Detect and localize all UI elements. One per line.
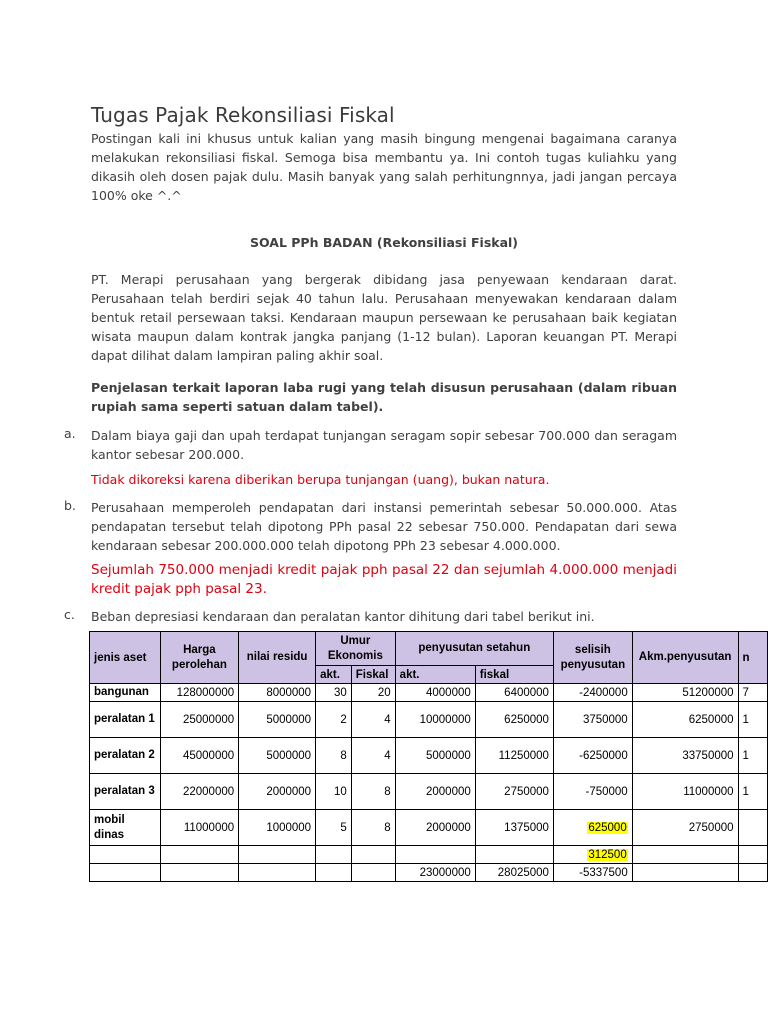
cell-umur-akt: 8 — [316, 738, 352, 774]
cell-empty — [632, 846, 738, 864]
cell-empty — [239, 864, 316, 882]
cell-empty — [475, 846, 553, 864]
cell-selisih: 3750000 — [553, 702, 632, 738]
cell-peny-akt: 4000000 — [395, 684, 475, 702]
table-row — [90, 774, 768, 810]
header-harga-perolehan: Harga perolehan — [160, 632, 238, 684]
cell-umur-akt: 10 — [316, 774, 352, 810]
cell-empty — [239, 846, 316, 864]
explanation-heading: Penjelasan terkait laporan laba rugi yang telah disusun perusahaan (dalam ribuan rupiah sama seperti satuan dalam tabel). — [91, 380, 677, 414]
table-row — [90, 702, 768, 738]
cell-empty — [160, 846, 238, 864]
total-peny-akt: 23000000 — [395, 864, 475, 882]
table-row — [90, 738, 768, 774]
item-b-letter: b. — [64, 498, 76, 513]
cell-harga: 45000000 — [160, 738, 238, 774]
cell-empty — [316, 864, 352, 882]
header-nilai-residu: nilai residu — [239, 632, 316, 684]
table-row — [90, 810, 768, 846]
cell-empty — [395, 846, 475, 864]
cell-residu: 8000000 — [239, 684, 316, 702]
company-paragraph: PT. Merapi perusahaan yang bergerak dibidang jasa penyewaan kendaraan darat. Perusahaan telah berdiri sejak 40 tahun lalu. Perusahaan menyewakan kendaraan dalam bentuk retail persewaan taksi. Kendaraan maupun persewaan ke perusahaan baik kegiatan wisata maupun dalam kontrak jangka panjang (1-12 bulan). Laporan keuangan PT. Merapi dapat dilihat dalam lampiran paling akhir soal. — [91, 272, 677, 363]
cell-harga: 25000000 — [160, 702, 238, 738]
section-heading: SOAL PPh BADAN (Rekonsiliasi Fiskal) — [249, 235, 519, 250]
cell-aset: peralatan 1 — [90, 702, 161, 738]
table-row-total — [90, 864, 768, 882]
cell-residu: 5000000 — [239, 738, 316, 774]
cell-empty — [316, 846, 352, 864]
cell-empty — [160, 864, 238, 882]
total-selisih: -5337500 — [553, 864, 632, 882]
cell-peny-fiskal: 11250000 — [475, 738, 553, 774]
page-title: Tugas Pajak Rekonsiliasi Fiskal — [91, 103, 395, 127]
cell-peny-fiskal: 6400000 — [475, 684, 553, 702]
cell-peny-akt: 5000000 — [395, 738, 475, 774]
cell-peny-akt: 2000000 — [395, 774, 475, 810]
header-umur-fiskal: Fiskal — [351, 666, 395, 684]
cell-selisih: -2400000 — [553, 684, 632, 702]
cell-akm: 6250000 — [632, 702, 738, 738]
cell-selisih: -750000 — [553, 774, 632, 810]
header-umur-ekonomis: Umur Ekonomis — [316, 632, 396, 666]
cell-harga: 128000000 — [160, 684, 238, 702]
header-selisih-penyusutan: selisih penyusutan — [553, 632, 632, 684]
cell-empty — [90, 846, 161, 864]
intro-paragraph: Postingan kali ini khusus untuk kalian yang masih bingung mengenai bagaimana caranya melakukan rekonsiliasi fiskal. Semoga bisa membantu ya. Ini contoh tugas kuliahku yang dikasih oleh dosen pajak dulu. Masih banyak yang salah perhitungnnya, jadi jangan percaya 100% oke ^.^ — [91, 131, 677, 203]
highlight-extra-selisih: 312500 — [588, 848, 627, 861]
cell-peny-akt: 2000000 — [395, 810, 475, 846]
header-penyusutan-fiskal: fiskal — [475, 666, 553, 684]
header-penyusutan-setahun: penyusutan setahun — [395, 632, 553, 666]
cell-umur-fiskal: 8 — [351, 774, 395, 810]
cell-aset: peralatan 3 — [90, 774, 161, 810]
table-row — [90, 684, 768, 702]
cell-empty — [90, 864, 161, 882]
cell-peny-akt: 10000000 — [395, 702, 475, 738]
item-b-answer: Sejumlah 750.000 menjadi kredit pajak pph pasal 22 dan sejumlah 4.000.000 menjadi kredit pajak pph pasal 23. — [91, 562, 677, 597]
cell-cut: 1 — [738, 738, 767, 774]
cell-umur-fiskal: 8 — [351, 810, 395, 846]
highlight-selisih: 625000 — [588, 821, 627, 834]
cell-residu: 2000000 — [239, 774, 316, 810]
header-jenis-aset: jenis aset — [90, 632, 161, 684]
cell-empty — [632, 864, 738, 882]
cell-cut — [738, 810, 767, 846]
item-c-letter: c. — [64, 607, 75, 622]
cell-umur-akt: 30 — [316, 684, 352, 702]
cell-cut: 1 — [738, 702, 767, 738]
header-akm-penyusutan: Akm.penyusutan — [632, 632, 738, 684]
cell-akm: 2750000 — [632, 810, 738, 846]
cell-cut: 1 — [738, 774, 767, 810]
cell-peny-fiskal: 2750000 — [475, 774, 553, 810]
cell-aset: bangunan — [90, 684, 161, 702]
cell-akm: 33750000 — [632, 738, 738, 774]
cell-empty — [738, 846, 767, 864]
cell-umur-akt: 2 — [316, 702, 352, 738]
cell-residu: 5000000 — [239, 702, 316, 738]
cell-extra-selisih — [553, 846, 632, 864]
cell-aset: mobil dinas — [90, 810, 161, 846]
depreciation-table — [89, 631, 768, 882]
cell-harga: 22000000 — [160, 774, 238, 810]
header-penyusutan-akt: akt. — [395, 666, 475, 684]
cell-peny-fiskal: 6250000 — [475, 702, 553, 738]
item-b-text: Perusahaan memperoleh pendapatan dari instansi pemerintah sebesar 50.000.000. Atas pendapatan tersebut telah dipotong PPh pasal 22 sebesar 750.000. Pendapatan dari sewa kendaraan sebesar 200.000.000 telah dipotong PPh 23 sebesar 4.000.000. — [91, 500, 677, 553]
cell-cut: 7 — [738, 684, 767, 702]
cell-umur-fiskal: 4 — [351, 702, 395, 738]
header-umur-akt: akt. — [316, 666, 352, 684]
cell-peny-fiskal: 1375000 — [475, 810, 553, 846]
cell-empty — [351, 864, 395, 882]
cell-residu: 1000000 — [239, 810, 316, 846]
cell-selisih: -6250000 — [553, 738, 632, 774]
cell-akm: 11000000 — [632, 774, 738, 810]
cell-aset: peralatan 2 — [90, 738, 161, 774]
cell-umur-fiskal: 20 — [351, 684, 395, 702]
item-a-letter: a. — [64, 426, 76, 441]
cell-umur-fiskal: 4 — [351, 738, 395, 774]
header-cut-column: n — [738, 632, 767, 684]
item-a-answer: Tidak dikoreksi karena diberikan berupa tunjangan (uang), bukan natura. — [91, 472, 550, 487]
item-c-text: Beban depresiasi kendaraan dan peralatan kantor dihitung dari tabel berikut ini. — [91, 609, 595, 624]
item-a-text: Dalam biaya gaji dan upah terdapat tunjangan seragam sopir sebesar 700.000 dan seragam kantor sebesar 200.000. — [91, 428, 677, 462]
total-peny-fiskal: 28025000 — [475, 864, 553, 882]
table-row-extra — [90, 846, 768, 864]
cell-empty — [738, 864, 767, 882]
cell-akm: 51200000 — [632, 684, 738, 702]
cell-umur-akt: 5 — [316, 810, 352, 846]
cell-empty — [351, 846, 395, 864]
cell-harga: 11000000 — [160, 810, 238, 846]
cell-selisih-highlighted — [553, 810, 632, 846]
